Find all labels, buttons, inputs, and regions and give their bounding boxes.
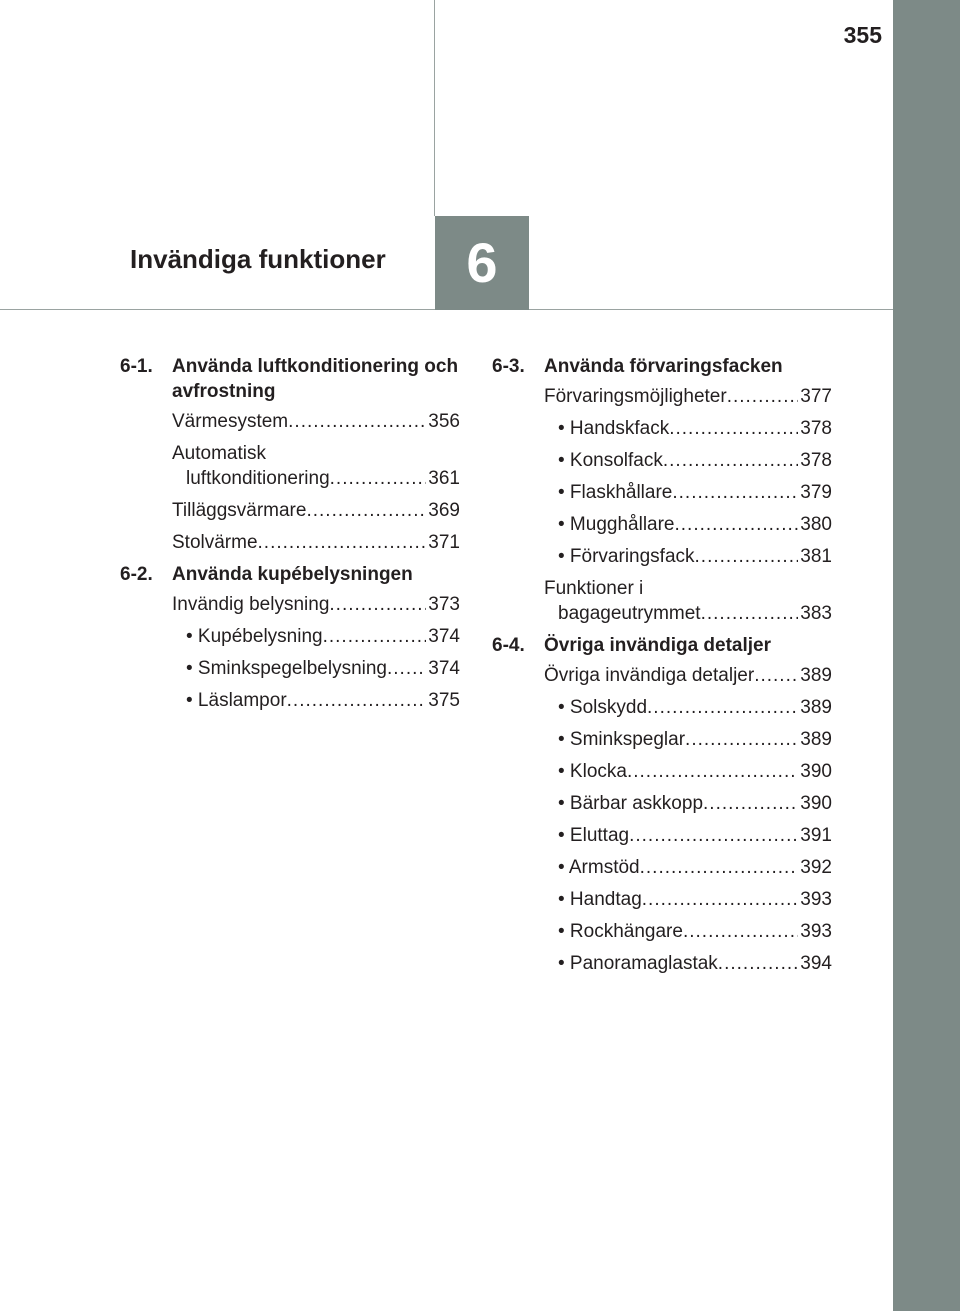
section-number: 6-3. [492,356,525,377]
section-heading[interactable] [120,562,460,587]
entry-label: • Läslampor [186,690,287,711]
entry-label-wrap [558,416,798,441]
dot-leader [640,855,799,880]
entry-label: • Sminkspeglar [558,729,686,750]
dot-leader [703,791,798,816]
dot-leader [647,695,798,720]
section-heading[interactable] [120,354,460,404]
toc-entry[interactable] [492,823,832,848]
entry-label-wrap [558,855,798,880]
section-number: 6-1. [120,356,153,377]
dot-leader [683,919,798,944]
chapter-title: Invändiga funktioner [130,244,386,274]
entry-page-number: 392 [800,857,832,878]
toc-entry[interactable] [120,592,460,617]
entry-label-wrap [186,688,426,713]
dot-leader [306,498,426,523]
entry-page-number: 393 [800,889,832,910]
toc-entry[interactable] [120,656,460,681]
dot-leader [754,663,798,688]
toc-entry[interactable] [492,576,832,626]
toc-right-column [492,354,832,983]
toc-entry[interactable] [492,855,832,880]
entry-page-number: 377 [800,386,832,407]
entry-page-number: 380 [800,514,832,535]
entry-label-wrap [558,727,798,752]
toc-entry[interactable] [492,791,832,816]
section-title: Använda luftkonditionering och avfrostning [172,356,459,402]
entry-label-line1: Funktioner i [544,578,644,599]
dot-leader [642,887,799,912]
entry-label-wrap [558,823,798,848]
toc-left-column [120,354,460,720]
toc-entry[interactable] [492,919,832,944]
entry-label-wrap [186,624,426,649]
entry-label-wrap [558,887,798,912]
page-number: 355 [843,22,882,48]
entry-label: • Förvaringsfack [558,546,695,567]
entry-page-number: 371 [428,532,460,553]
divider-vertical [434,0,435,216]
entry-label: Värmesystem [172,411,289,432]
toc-entry[interactable] [120,498,460,523]
entry-label: • Flaskhållare [558,482,673,503]
section-number: 6-4. [492,635,525,656]
entry-label: • Klocka [558,761,627,782]
dot-leader [258,530,427,555]
section-title: Använda kupébelysningen [172,564,413,585]
entry-page-number: 383 [800,603,832,624]
entry-label-wrap [558,512,798,537]
entry-label: • Mugghållare [558,514,675,535]
section-title: Använda förvaringsfacken [544,356,783,377]
entry-label: Invändig belysning [172,594,330,615]
toc-entry[interactable] [492,480,832,505]
toc-entry[interactable] [492,951,832,976]
entry-page-number: 390 [800,761,832,782]
entry-label: Tilläggsvärmare [172,500,307,521]
entry-label: • Rockhängare [558,921,683,942]
dot-leader [329,592,426,617]
entry-page-number: 389 [800,697,832,718]
entry-label: • Bärbar askkopp [558,793,704,814]
entry-label-wrap [544,576,798,626]
toc-entry[interactable] [492,727,832,752]
dot-leader [330,466,427,491]
entry-label: • Handtag [558,889,642,910]
entry-label: • Panoramaglastak [558,953,718,974]
entry-page-number: 361 [428,468,460,489]
entry-page-number: 391 [800,825,832,846]
dot-leader [288,409,426,434]
entry-label-wrap [172,409,426,434]
entry-page-number: 381 [800,546,832,567]
dot-leader [675,512,799,537]
entry-label-wrap [558,544,798,569]
entry-page-number: 373 [428,594,460,615]
entry-label-wrap [558,791,798,816]
entry-label-wrap [186,656,426,681]
section-heading[interactable] [492,354,832,379]
toc-entry[interactable] [492,448,832,473]
toc-section [492,633,832,976]
entry-label-wrap [172,498,426,523]
entry-page-number: 393 [800,921,832,942]
entry-label-wrap [558,480,798,505]
section-title: Övriga invändiga detaljer [544,635,772,656]
dot-leader [627,759,798,784]
entry-page-number: 390 [800,793,832,814]
entry-page-number: 356 [428,411,460,432]
entry-page-number: 379 [800,482,832,503]
toc-entry[interactable] [492,887,832,912]
entry-page-number: 375 [428,690,460,711]
entry-label-line2-wrap [544,601,798,626]
entry-label-line2: bagageutrymmet [558,603,701,624]
chapter-number-box: 6 [435,216,529,310]
entry-page-number: 378 [800,450,832,471]
entry-label-wrap [172,530,426,555]
dot-leader [701,601,799,626]
entry-label-wrap [172,441,426,491]
entry-label-wrap [558,759,798,784]
toc-entry[interactable] [492,759,832,784]
toc-entry[interactable] [120,530,460,555]
entry-label-wrap [558,695,798,720]
dot-leader [669,416,798,441]
section-heading[interactable] [492,633,832,658]
entry-label: • Handskfack [558,418,670,439]
entry-label-wrap [558,448,798,473]
dot-leader [629,823,798,848]
entry-label-wrap [558,919,798,944]
chapter-side-tab [893,0,960,1311]
toc-entry[interactable] [492,512,832,537]
section-number: 6-2. [120,564,153,585]
entry-page-number: 389 [800,665,832,686]
toc-entry[interactable] [492,416,832,441]
dot-leader [695,544,799,569]
entry-label: Förvaringsmöjligheter [544,386,727,407]
entry-label-line2: luftkonditionering [186,468,330,489]
entry-label: • Solskydd [558,697,648,718]
toc-entry[interactable] [492,695,832,720]
dot-leader [287,688,427,713]
toc-entry[interactable] [492,663,832,688]
entry-label: • Eluttag [558,825,630,846]
entry-label-line2-wrap [172,466,426,491]
entry-label-wrap [544,384,798,409]
entry-label-wrap [558,951,798,976]
entry-label: • Kupébelysning [186,626,323,647]
entry-label: • Sminkspegelbelysning [186,658,387,679]
entry-label: Stolvärme [172,532,258,553]
entry-page-number: 369 [428,500,460,521]
toc-section [120,562,460,713]
dot-leader [387,656,426,681]
entry-label: • Armstöd [558,857,640,878]
toc-entry[interactable] [492,544,832,569]
entry-page-number: 374 [428,626,460,647]
toc-entry[interactable] [120,624,460,649]
dot-leader [672,480,798,505]
dot-leader [727,384,799,409]
entry-page-number: 394 [800,953,832,974]
entry-label: Övriga invändiga detaljer [544,665,755,686]
toc-section [492,354,832,626]
entry-page-number: 389 [800,729,832,750]
entry-page-number: 378 [800,418,832,439]
toc-entry[interactable] [120,409,460,434]
toc-entry[interactable] [120,441,460,491]
entry-label-wrap [544,663,798,688]
dot-leader [323,624,427,649]
toc-entry[interactable] [492,384,832,409]
entry-page-number: 374 [428,658,460,679]
dot-leader [663,448,798,473]
entry-label: • Konsolfack [558,450,663,471]
toc-section [120,354,460,555]
dot-leader [718,951,799,976]
entry-label-wrap [172,592,426,617]
dot-leader [685,727,798,752]
entry-label-line1: Automatisk [172,443,266,464]
toc-entry[interactable] [120,688,460,713]
